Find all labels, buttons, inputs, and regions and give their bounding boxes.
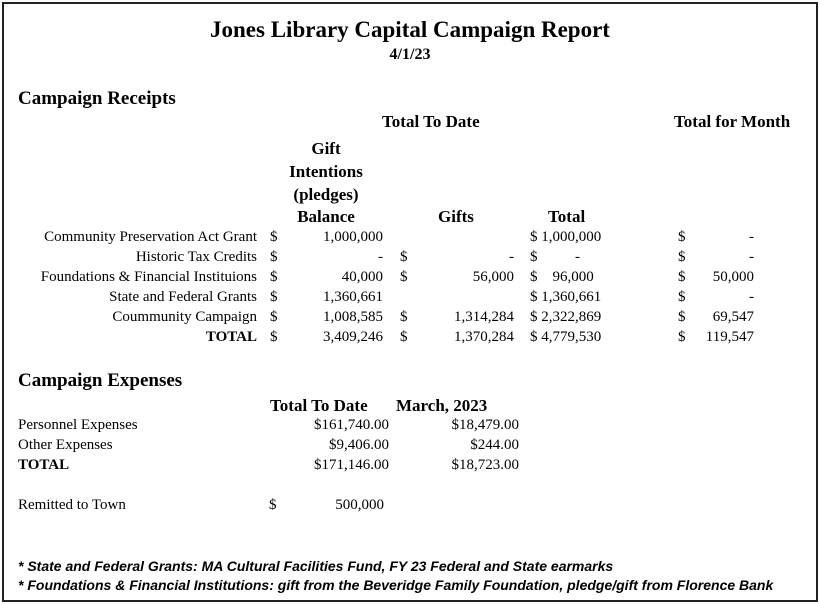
receipt-total: $ 2,322,869 bbox=[530, 309, 602, 325]
receipt-gift-sign: $ bbox=[400, 269, 408, 285]
receipt-total: $ - bbox=[530, 249, 580, 265]
footnote-foundations: * Foundations & Financial Institutions: gift from the Beveridge Family Foundation, pledge/gift from Florence Bank bbox=[18, 577, 774, 593]
receipt-label: Community Preservation Act Grant bbox=[44, 229, 257, 245]
receipt-month-sign: $ bbox=[678, 329, 686, 345]
receipt-label: State and Federal Grants bbox=[109, 289, 257, 305]
receipt-month: - bbox=[749, 289, 754, 305]
receipt-label: Foundations & Financial Instituions bbox=[40, 269, 257, 285]
expense-month: $18,479.00 bbox=[451, 417, 519, 433]
receipt-label: Historic Tax Credits bbox=[135, 249, 257, 265]
col-pledges-line3: (pledges) bbox=[293, 185, 359, 204]
receipt-pledge-sign: $ bbox=[270, 289, 278, 305]
receipt-pledge: 40,000 bbox=[341, 269, 383, 285]
remitted-label: Remitted to Town bbox=[18, 497, 126, 513]
receipt-pledge: 1,360,661 bbox=[323, 289, 383, 305]
col-gifts-header: Gifts bbox=[438, 207, 474, 226]
col-pledges-line1: Gift bbox=[311, 139, 341, 158]
receipt-month-sign: $ bbox=[678, 269, 686, 285]
receipt-pledge-sign: $ bbox=[270, 329, 278, 345]
receipts-month-header: Total for Month bbox=[674, 112, 791, 131]
receipt-gift: 1,370,284 bbox=[454, 329, 514, 345]
expense-month: $18,723.00 bbox=[451, 457, 519, 473]
receipt-gift-sign: $ bbox=[400, 329, 408, 345]
receipts-to-date-header: Total To Date bbox=[382, 112, 480, 131]
receipt-month: - bbox=[749, 249, 754, 265]
receipt-total: $ 96,000 bbox=[530, 269, 594, 285]
expense-label: Personnel Expenses bbox=[18, 417, 138, 433]
expense-to-date: $9,406.00 bbox=[329, 437, 389, 453]
receipt-gift: 1,314,284 bbox=[454, 309, 514, 325]
receipt-month: 50,000 bbox=[712, 269, 754, 285]
receipt-pledge-sign: $ bbox=[270, 309, 278, 325]
receipt-label: TOTAL bbox=[205, 329, 257, 345]
expense-label: TOTAL bbox=[18, 457, 70, 473]
expenses-heading: Campaign Expenses bbox=[18, 370, 183, 391]
receipt-total: $ 4,779,530 bbox=[530, 329, 602, 345]
receipt-pledge: 1,000,000 bbox=[323, 229, 383, 245]
receipt-gift-sign: $ bbox=[400, 309, 408, 325]
receipt-month-sign: $ bbox=[678, 249, 686, 265]
receipt-month: - bbox=[749, 229, 754, 245]
receipt-gift-sign: $ bbox=[400, 249, 408, 265]
footnote-grants: * State and Federal Grants: MA Cultural Facilities Fund, FY 23 Federal and State earmarks bbox=[18, 558, 614, 574]
receipts-heading: Campaign Receipts bbox=[18, 88, 176, 109]
receipt-month: 69,547 bbox=[712, 309, 754, 325]
receipt-month-sign: $ bbox=[678, 229, 686, 245]
expense-label: Other Expenses bbox=[18, 437, 113, 453]
receipt-month-sign: $ bbox=[678, 309, 686, 325]
receipt-month-sign: $ bbox=[678, 289, 686, 305]
report-title: Jones Library Capital Campaign Report bbox=[210, 17, 610, 42]
receipt-pledge-sign: $ bbox=[270, 249, 278, 265]
expense-to-date: $171,146.00 bbox=[314, 457, 389, 473]
col-pledges-line2: Intentions bbox=[289, 162, 363, 181]
col-pledges-line4: Balance bbox=[297, 207, 355, 226]
receipt-pledge-sign: $ bbox=[270, 269, 278, 285]
report-date: 4/1/23 bbox=[389, 46, 431, 63]
receipt-month: 119,547 bbox=[705, 329, 754, 345]
expense-to-date: $161,740.00 bbox=[314, 417, 389, 433]
expense-month: $244.00 bbox=[470, 437, 519, 453]
remitted-value: 500,000 bbox=[335, 497, 384, 513]
col-total-header: Total bbox=[548, 207, 586, 226]
receipt-gift: - bbox=[509, 249, 514, 265]
receipt-label: Coummunity Campaign bbox=[112, 309, 257, 325]
receipt-total: $ 1,360,661 bbox=[530, 289, 602, 305]
receipt-pledge-sign: $ bbox=[270, 229, 278, 245]
receipt-gift: 56,000 bbox=[472, 269, 514, 285]
receipt-pledge: 1,008,585 bbox=[323, 309, 383, 325]
receipt-total: $ 1,000,000 bbox=[530, 229, 602, 245]
expenses-month-header: March, 2023 bbox=[396, 396, 488, 415]
remitted-sign: $ bbox=[269, 497, 277, 513]
expenses-to-date-header: Total To Date bbox=[270, 396, 368, 415]
receipt-pledge: 3,409,246 bbox=[323, 329, 383, 345]
receipt-pledge: - bbox=[378, 249, 383, 265]
